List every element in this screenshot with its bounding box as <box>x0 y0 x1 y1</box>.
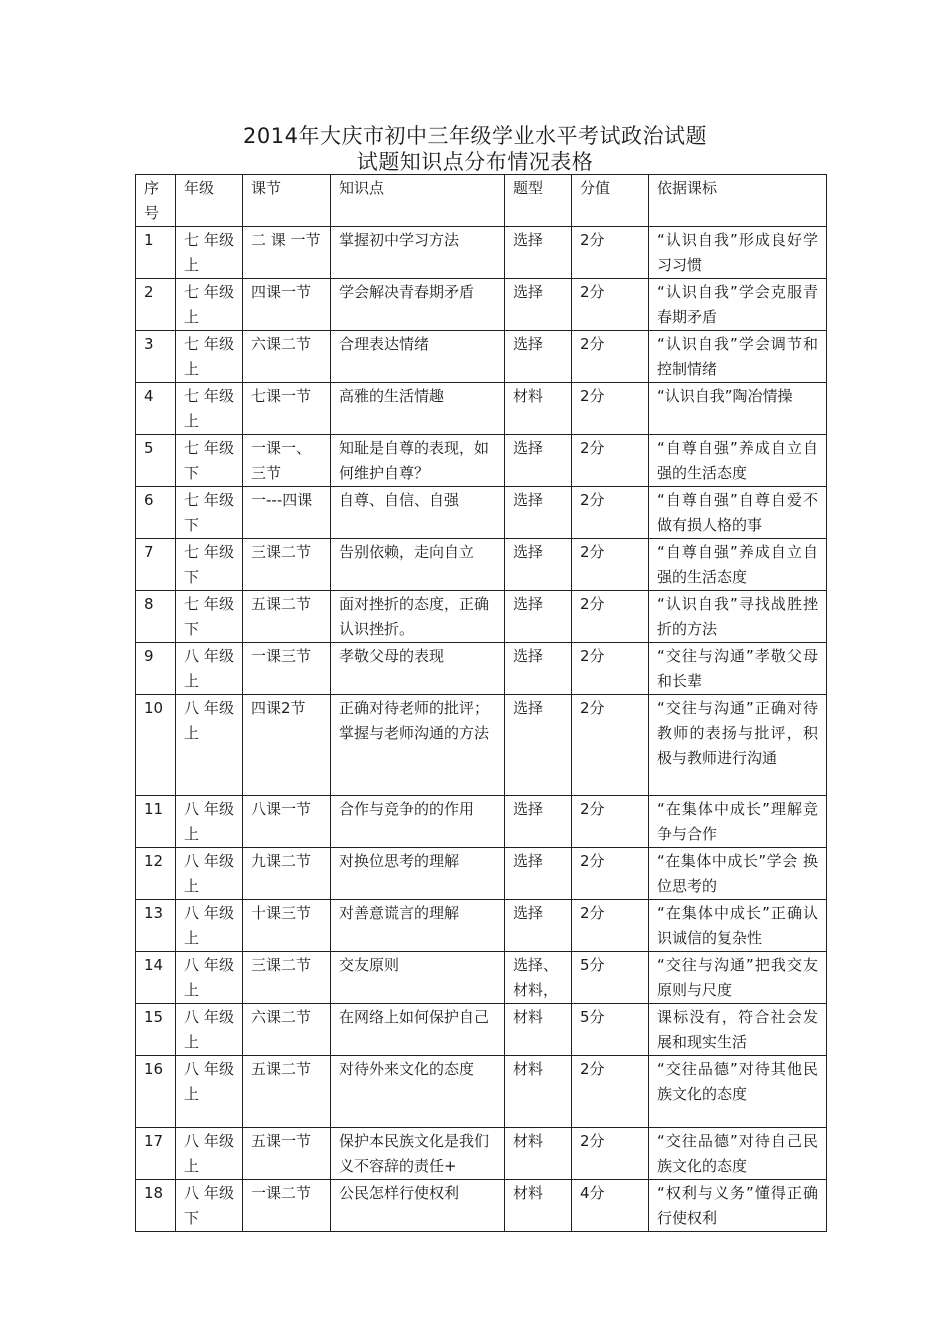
row-lesson: 五课二节 <box>243 1056 331 1128</box>
row-question-type: 选择 <box>505 848 572 900</box>
row-question-type: 选择 <box>505 695 572 796</box>
row-grade: 八 年级下 <box>176 1180 243 1232</box>
row-index: 11 <box>136 796 176 848</box>
row-curriculum-standard: “交往与沟通”正确对待教师的表扬与批评，积极与教师进行沟通 <box>649 695 827 796</box>
row-index: 8 <box>136 591 176 643</box>
table-row <box>136 435 827 487</box>
row-curriculum-standard: “在集体中成长”正确认识诚信的复杂性 <box>649 900 827 952</box>
header-score: 分值 <box>572 175 649 227</box>
row-index: 14 <box>136 952 176 1004</box>
row-lesson: 六课二节 <box>243 1004 331 1056</box>
row-lesson: 八课一节 <box>243 796 331 848</box>
row-lesson: 四课2节 <box>243 695 331 796</box>
row-lesson: 四课一节 <box>243 279 331 331</box>
row-grade: 七 年级下 <box>176 435 243 487</box>
row-lesson: 二 课 一节 <box>243 227 331 279</box>
row-question-type: 选择 <box>505 900 572 952</box>
row-grade: 八 年级上 <box>176 1056 243 1128</box>
row-lesson: 六课二节 <box>243 331 331 383</box>
row-grade: 八 年级上 <box>176 1128 243 1180</box>
table-row <box>136 1056 827 1128</box>
row-knowledge-point: 对换位思考的理解 <box>331 848 505 900</box>
row-knowledge-point: 高雅的生活情趣 <box>331 383 505 435</box>
header-question-type: 题型 <box>505 175 572 227</box>
row-score: 2分 <box>572 695 649 796</box>
row-score: 2分 <box>572 900 649 952</box>
row-grade: 八 年级上 <box>176 848 243 900</box>
table-row <box>136 695 827 796</box>
row-lesson: 九课二节 <box>243 848 331 900</box>
row-question-type: 材料 <box>505 1180 572 1232</box>
row-knowledge-point: 交友原则 <box>331 952 505 1004</box>
row-knowledge-point: 合理表达情绪 <box>331 331 505 383</box>
row-question-type: 选择 <box>505 591 572 643</box>
row-grade: 七 年级下 <box>176 539 243 591</box>
row-score: 5分 <box>572 1004 649 1056</box>
row-curriculum-standard: “交往与沟通”孝敬父母和长辈 <box>649 643 827 695</box>
row-curriculum-standard: “权利与义务”懂得正确行使权利 <box>649 1180 827 1232</box>
row-score: 2分 <box>572 591 649 643</box>
row-score: 2分 <box>572 643 649 695</box>
table-row <box>136 796 827 848</box>
row-knowledge-point: 保护本民族文化是我们义不容辞的责任+ <box>331 1128 505 1180</box>
table-row <box>136 1180 827 1232</box>
row-index: 5 <box>136 435 176 487</box>
row-question-type: 选择、材料， <box>505 952 572 1004</box>
table-row <box>136 643 827 695</box>
row-knowledge-point: 孝敬父母的表现 <box>331 643 505 695</box>
table-row <box>136 1128 827 1180</box>
row-score: 4分 <box>572 1180 649 1232</box>
row-grade: 七 年级上 <box>176 383 243 435</box>
row-curriculum-standard: “自尊自强”自尊自爱不做有损人格的事 <box>649 487 827 539</box>
row-curriculum-standard: “认识自我”寻找战胜挫折的方法 <box>649 591 827 643</box>
row-grade: 七 年级上 <box>176 227 243 279</box>
table-header-row <box>136 175 827 227</box>
row-question-type: 选择 <box>505 487 572 539</box>
row-curriculum-standard: “交往品德”对待其他民族文化的态度 <box>649 1056 827 1128</box>
row-curriculum-standard: “认识自我”形成良好学习习惯 <box>649 227 827 279</box>
row-index: 17 <box>136 1128 176 1180</box>
table-row <box>136 487 827 539</box>
row-score: 2分 <box>572 487 649 539</box>
row-index: 18 <box>136 1180 176 1232</box>
header-grade: 年级 <box>176 175 243 227</box>
row-knowledge-point: 对善意谎言的理解 <box>331 900 505 952</box>
row-knowledge-point: 对待外来文化的态度 <box>331 1056 505 1128</box>
row-grade: 八 年级上 <box>176 695 243 796</box>
row-question-type: 选择 <box>505 435 572 487</box>
row-score: 2分 <box>572 796 649 848</box>
row-question-type: 选择 <box>505 279 572 331</box>
row-question-type: 选择 <box>505 643 572 695</box>
row-grade: 七 年级下 <box>176 487 243 539</box>
row-knowledge-point: 自尊、自信、自强 <box>331 487 505 539</box>
row-knowledge-point: 掌握初中学习方法 <box>331 227 505 279</box>
row-curriculum-standard: “认识自我”陶冶情操 <box>649 383 827 435</box>
row-index: 10 <box>136 695 176 796</box>
table-row <box>136 591 827 643</box>
row-curriculum-standard: “交往与沟通”把我交友原则与尺度 <box>649 952 827 1004</box>
row-knowledge-point: 公民怎样行使权利 <box>331 1180 505 1232</box>
row-curriculum-standard: “自尊自强”养成自立自强的生活态度 <box>649 539 827 591</box>
row-index: 4 <box>136 383 176 435</box>
row-score: 2分 <box>572 435 649 487</box>
row-index: 3 <box>136 331 176 383</box>
row-knowledge-point: 合作与竞争的的作用 <box>331 796 505 848</box>
row-lesson: 一课二节 <box>243 1180 331 1232</box>
row-grade: 八 年级上 <box>176 643 243 695</box>
table-row <box>136 331 827 383</box>
table-row <box>136 227 827 279</box>
row-score: 2分 <box>572 279 649 331</box>
row-question-type: 材料 <box>505 1004 572 1056</box>
table-row <box>136 1004 827 1056</box>
row-score: 5分 <box>572 952 649 1004</box>
row-lesson: 一---四课 <box>243 487 331 539</box>
row-knowledge-point: 面对挫折的态度，正确认识挫折。 <box>331 591 505 643</box>
row-index: 1 <box>136 227 176 279</box>
row-curriculum-standard: “自尊自强”养成自立自强的生活态度 <box>649 435 827 487</box>
document-subtitle: 试题知识点分布情况表格 <box>356 150 594 174</box>
row-score: 2分 <box>572 848 649 900</box>
row-index: 16 <box>136 1056 176 1128</box>
row-score: 2分 <box>572 227 649 279</box>
row-question-type: 材料 <box>505 1056 572 1128</box>
row-question-type: 材料 <box>505 1128 572 1180</box>
row-grade: 八 年级上 <box>176 796 243 848</box>
row-question-type: 选择 <box>505 539 572 591</box>
row-curriculum-standard: “在集体中成长”学会 换位思考的 <box>649 848 827 900</box>
knowledge-distribution-table <box>135 174 827 1232</box>
row-grade: 七 年级上 <box>176 279 243 331</box>
row-lesson: 三课二节 <box>243 952 331 1004</box>
row-knowledge-point: 在网络上如何保护自己 <box>331 1004 505 1056</box>
row-grade: 八 年级上 <box>176 900 243 952</box>
row-lesson: 七课一节 <box>243 383 331 435</box>
row-lesson: 五课一节 <box>243 1128 331 1180</box>
row-grade: 七 年级上 <box>176 331 243 383</box>
row-score: 2分 <box>572 539 649 591</box>
row-index: 7 <box>136 539 176 591</box>
row-grade: 七 年级下 <box>176 591 243 643</box>
row-score: 2分 <box>572 1128 649 1180</box>
row-index: 13 <box>136 900 176 952</box>
table-row <box>136 383 827 435</box>
row-score: 2分 <box>572 383 649 435</box>
row-score: 2分 <box>572 331 649 383</box>
table-row <box>136 900 827 952</box>
row-grade: 八 年级上 <box>176 1004 243 1056</box>
row-index: 9 <box>136 643 176 695</box>
row-lesson: 十课三节 <box>243 900 331 952</box>
header-curriculum-standard: 依据课标 <box>649 175 827 227</box>
row-question-type: 选择 <box>505 796 572 848</box>
row-lesson: 三课二节 <box>243 539 331 591</box>
header-lesson: 课节 <box>243 175 331 227</box>
header-knowledge-point: 知识点 <box>331 175 505 227</box>
row-curriculum-standard: 课标没有，符合社会发展和现实生活 <box>649 1004 827 1056</box>
row-lesson: 一课一、三节 <box>243 435 331 487</box>
row-index: 2 <box>136 279 176 331</box>
row-lesson: 一课三节 <box>243 643 331 695</box>
table-row <box>136 279 827 331</box>
row-question-type: 选择 <box>505 331 572 383</box>
table-row <box>136 952 827 1004</box>
row-lesson: 五课二节 <box>243 591 331 643</box>
row-score: 2分 <box>572 1056 649 1128</box>
row-question-type: 材料 <box>505 383 572 435</box>
row-question-type: 选择 <box>505 227 572 279</box>
table-row <box>136 848 827 900</box>
table-row <box>136 539 827 591</box>
row-index: 12 <box>136 848 176 900</box>
row-knowledge-point: 正确对待老师的批评；掌握与老师沟通的方法 <box>331 695 505 796</box>
row-index: 15 <box>136 1004 176 1056</box>
row-knowledge-point: 告别依赖，走向自立 <box>331 539 505 591</box>
row-index: 6 <box>136 487 176 539</box>
row-curriculum-standard: “在集体中成长”理解竞争与合作 <box>649 796 827 848</box>
header-index: 序号 <box>136 175 176 227</box>
document-title: 2014年大庆市初中三年级学业水平考试政治试题 <box>243 124 707 148</box>
row-curriculum-standard: “认识自我”学会克服青春期矛盾 <box>649 279 827 331</box>
row-curriculum-standard: “认识自我”学会调节和控制情绪 <box>649 331 827 383</box>
row-curriculum-standard: “交往品德”对待自己民族文化的态度 <box>649 1128 827 1180</box>
row-grade: 八 年级上 <box>176 952 243 1004</box>
row-knowledge-point: 知耻是自尊的表现，如何维护自尊？ <box>331 435 505 487</box>
row-knowledge-point: 学会解决青春期矛盾 <box>331 279 505 331</box>
